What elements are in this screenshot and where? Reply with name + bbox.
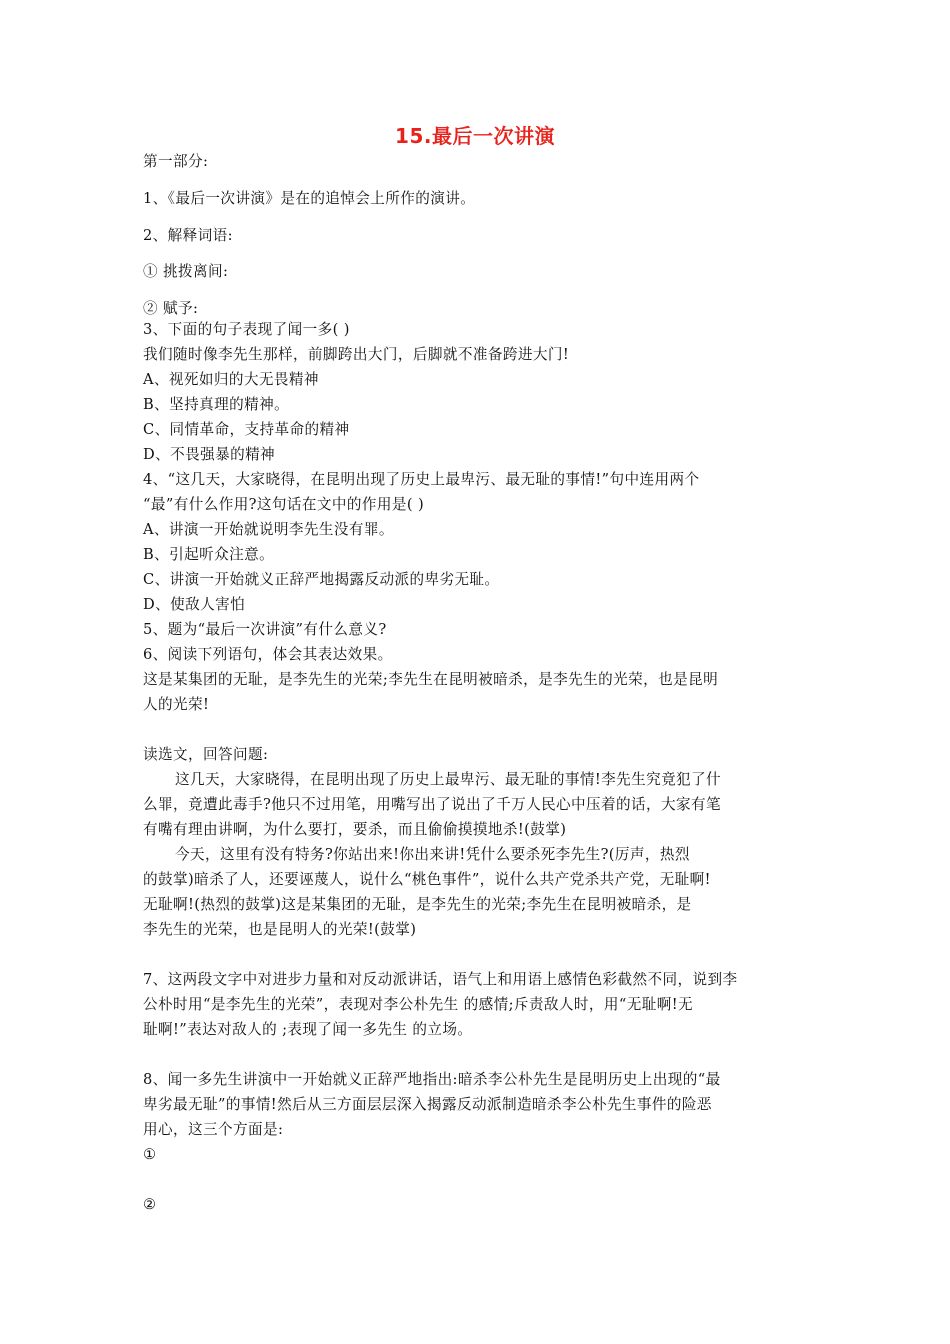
question-8-blank: ② xyxy=(143,1196,157,1213)
question-4-option: C、讲演一开始就义正辞严地揭露反动派的卑劣无耻。 xyxy=(143,571,500,588)
question-2-term-b: ② 赋予: xyxy=(143,300,199,317)
question-1: 1、《最后一次讲演》是在的追悼会上所作的演讲。 xyxy=(143,190,476,207)
question-4-line: 4、“这几天，大家晓得，在昆明出现了历史上最卑污、最无耻的事情!”句中连用两个 xyxy=(143,471,700,488)
question-6-quote-line: 这是某集团的无耻，是李先生的光荣;李先生在昆明被暗杀，是李先生的光荣，也是昆明 xyxy=(143,671,719,688)
question-3: 3、下面的句子表现了闻一多( ) xyxy=(143,321,350,338)
question-4-option: A、讲演一开始就说明李先生没有罪。 xyxy=(143,521,394,538)
page-title: 15.最后一次讲演 xyxy=(395,124,555,148)
question-3-option: D、不畏强暴的精神 xyxy=(143,446,276,463)
question-8-line: 卑劣最无耻”的事情!然后从三方面层层深入揭露反动派制造暗杀李公朴先生事件的险恶 xyxy=(143,1096,712,1113)
question-3-option: A、视死如归的大无畏精神 xyxy=(143,371,319,388)
passage-line: 无耻啊!(热烈的鼓掌)这是某集团的无耻，是李先生的光荣;李先生在昆明被暗杀，是 xyxy=(143,896,692,913)
question-6-quote-line: 人的光荣! xyxy=(143,696,210,713)
question-8-line: 8、闻一多先生讲演中一开始就义正辞严地指出:暗杀李公朴先生是昆明历史上出现的“最 xyxy=(143,1071,721,1088)
question-3-option: C、同情革命，支持革命的精神 xyxy=(143,421,350,438)
passage-line: 有嘴有理由讲啊，为什么要打，要杀，而且偷偷摸摸地杀!(鼓掌) xyxy=(143,821,567,838)
passage-line: 么罪，竟遭此毒手?他只不过用笔，用嘴写出了说出了千万人民心中压着的话，大家有笔 xyxy=(143,796,721,813)
question-4-option: B、引起听众注意。 xyxy=(143,546,275,563)
part1-label: 第一部分: xyxy=(143,153,209,170)
reading-label: 读选文，回答问题: xyxy=(143,746,269,763)
question-4-line: “最”有什么作用?这句话在文中的作用是( ) xyxy=(143,496,425,513)
question-2-term-a: ① 挑拨离间: xyxy=(143,263,229,280)
question-3-quote: 我们随时像李先生那样，前脚跨出大门，后脚就不准备跨进大门! xyxy=(143,346,570,363)
question-7-line: 耻啊!”表达对敌人的 ;表现了闻一多先生 的立场。 xyxy=(143,1021,473,1038)
question-7-line: 公朴时用“是李先生的光荣”，表现对李公朴先生 的感情;斥责敌人时，用“无耻啊!无 xyxy=(143,996,693,1013)
passage-line: 这几天，大家晓得，在昆明出现了历史上最卑污、最无耻的事情!李先生究竟犯了什 xyxy=(175,771,722,788)
question-8-line: 用心，这三个方面是: xyxy=(143,1121,284,1138)
question-5: 5、题为“最后一次讲演”有什么意义? xyxy=(143,621,387,638)
question-8-blank: ① xyxy=(143,1146,157,1163)
question-6: 6、阅读下列语句，体会其表达效果。 xyxy=(143,646,393,663)
question-7-line: 7、这两段文字中对进步力量和对反动派讲话，语气上和用语上感情色彩截然不同，说到李 xyxy=(143,971,738,988)
question-3-option: B、坚持真理的精神。 xyxy=(143,396,290,413)
question-4-option: D、使敌人害怕 xyxy=(143,596,246,613)
passage-line: 今天，这里有没有特务?你站出来!你出来讲!凭什么要杀死李先生?(厉声，热烈 xyxy=(175,846,690,863)
passage-line: 李先生的光荣，也是昆明人的光荣!(鼓掌) xyxy=(143,921,417,938)
question-2: 2、解释词语: xyxy=(143,227,233,244)
passage-line: 的鼓掌)暗杀了人，还要诬蔑人，说什么“桃色事件”，说什么共产党杀共产党，无耻啊! xyxy=(143,871,711,888)
